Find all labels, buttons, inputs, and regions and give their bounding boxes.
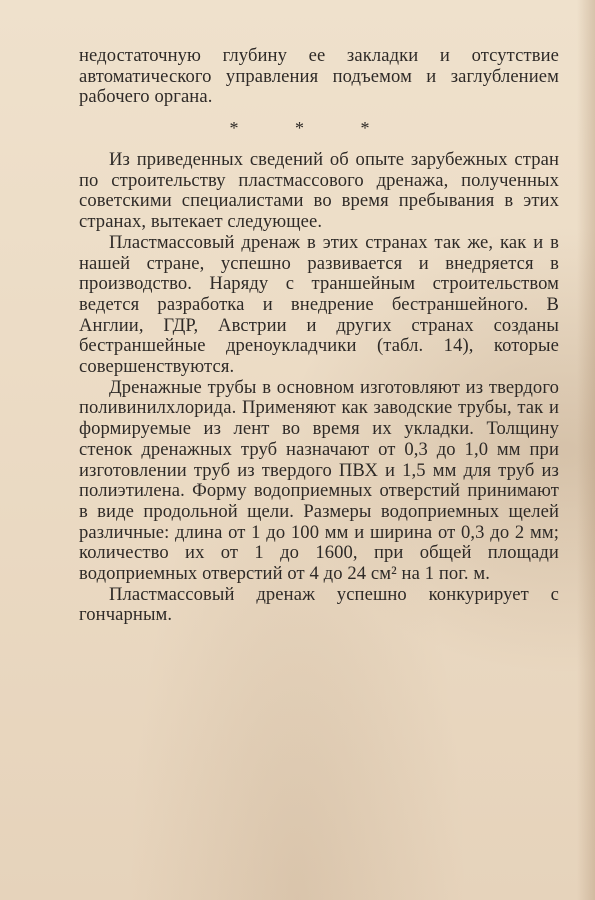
paragraph-conclusion-intro: Из приведенных сведений об опыте зарубежных стран по строительству пластмассового дренажа, полученных советскими специалистами во время пребывания в этих странах, вытекает следующее. [79, 149, 559, 233]
section-separator: * * * [229, 118, 396, 138]
lead-text [79, 46, 559, 108]
paragraph-plastic-drainage: Пластмассовый дренаж в этих странах так же, как и в нашей стране, успешно развивается и внедряется в производство. Наряду с траншейным строительством ведется разработка и внедрение бестраншейного. В Англии, ГДР, Австрии и других странах созданы бестраншейные дреноукладчики (табл. 14), которые совершенствуются. [79, 231, 559, 378]
lead-paragraph: недостаточную глубину ее закладки и отсутствие автоматического управления подъемом и заглублением рабочего органа. [79, 45, 559, 108]
paragraph-competition: Пластмассовый дренаж успешно конкурирует с гончарным. [79, 583, 559, 626]
paragraph-drain-pipes: Дренажные трубы в основном изготовляют из твердого поливинилхлорида. Применяют как заводские трубы, так и формируемые из лент во время их укладки. Толщину стенок дренажных труб назначают от 0,3 до 1,0 мм при изготовлении труб из твердого ПВХ и 1,5 мм для труб из полиэтилена. Форму водоприемных отверстий принимают в виде продольной щели. Размеры водоприемных щелей различные: длина от 1 до 100 мм и ширина от 0,3 до 2 мм; количество их от 1 до 1600, при общей площади водоприемных отверстий от 4 до 24 см² на 1 пог. м. [79, 376, 559, 585]
page-spine-shadow [577, 0, 595, 900]
main-text [79, 150, 559, 626]
